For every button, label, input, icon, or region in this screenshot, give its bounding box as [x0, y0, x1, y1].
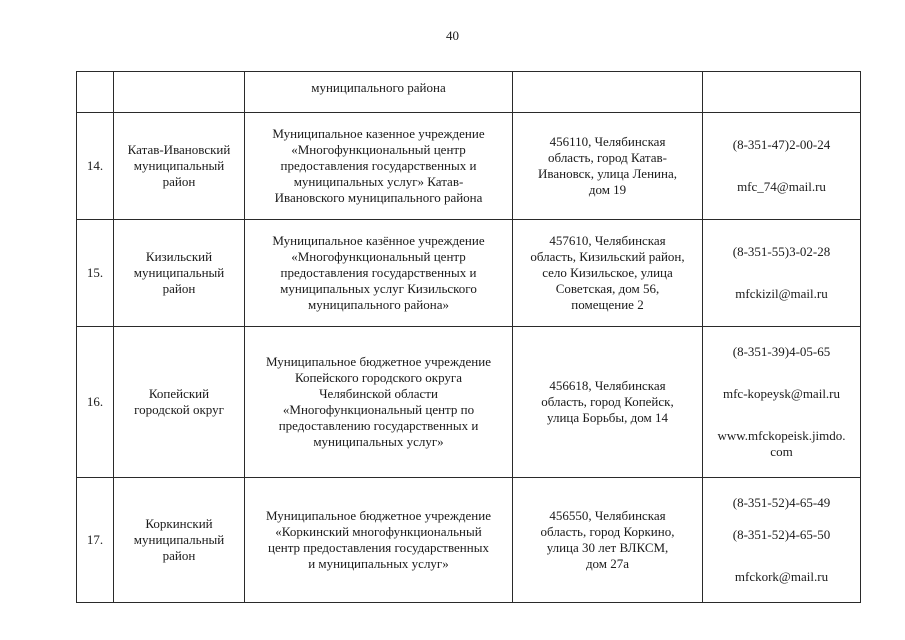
- contact-phone: (8-351-47)2-00-24: [732, 137, 831, 152]
- row-number-cell: 16.: [77, 327, 114, 478]
- district-cell: Катав-Ивановский муниципальный район: [114, 113, 245, 220]
- address-cell: 457610, Челябинская область, Кизильский район, село Кизильское, улица Советская, дом 56, помещение 2: [513, 220, 703, 327]
- contact-website-link[interactable]: www.mfckopeisk.jimdo. com: [717, 428, 846, 459]
- institution-cell: Муниципальное казенное учреждение «Многофункциональный центр предоставления государственных и муниципальных услуг» Катав- Ивановского муниципального района: [245, 113, 513, 220]
- table-row: [77, 327, 861, 478]
- table-row: [77, 113, 861, 220]
- institution-cell: Муниципальное бюджетное учреждение Копейского городского округа Челябинской области «Многофункциональный центр по предоставлению государственных и муниципальных услуг»: [245, 327, 513, 478]
- row-number-cell: 17.: [77, 478, 114, 603]
- address-cell: 456550, Челябинская область, город Коркино, улица 30 лет ВЛКСМ, дом 27а: [513, 478, 703, 603]
- contacts-cell: [703, 327, 861, 478]
- contact-phone: (8-351-39)4-05-65: [732, 344, 831, 359]
- contact-phone: (8-351-52)4-65-50: [732, 527, 831, 542]
- contact-email-link[interactable]: mfckizil@mail.ru: [735, 286, 828, 301]
- table-row: [77, 478, 861, 603]
- contact-email-link[interactable]: mfc-kopeysk@mail.ru: [722, 386, 841, 401]
- institution-cell: Муниципальное бюджетное учреждение «Коркинский многофункциональный центр предоставления государственных и муниципальных услуг»: [245, 478, 513, 603]
- institution-cell: Муниципальное казённое учреждение «Многофункциональный центр предоставления государственных и муниципальных услуг Кизильского муниципального района»: [245, 220, 513, 327]
- table-row: [77, 220, 861, 327]
- row-number-cell: 14.: [77, 113, 114, 220]
- address-cell: [513, 72, 703, 113]
- district-cell: Коркинский муниципальный район: [114, 478, 245, 603]
- contact-email-link[interactable]: mfckork@mail.ru: [734, 569, 829, 584]
- institution-cell: муниципального района: [245, 72, 513, 113]
- contacts-cell: [703, 478, 861, 603]
- mfc-registry-table: [76, 71, 861, 603]
- contacts-cell: [703, 220, 861, 327]
- contact-phone: (8-351-55)3-02-28: [732, 244, 831, 259]
- page-number: 40: [446, 28, 459, 43]
- contacts-cell: [703, 113, 861, 220]
- contacts-cell: [703, 72, 861, 113]
- row-number-cell: 15.: [77, 220, 114, 327]
- address-cell: 456110, Челябинская область, город Катав- Ивановск, улица Ленина, дом 19: [513, 113, 703, 220]
- table-row-continuation: [77, 72, 861, 113]
- district-cell: Кизильский муниципальный район: [114, 220, 245, 327]
- district-cell: Копейский городской округ: [114, 327, 245, 478]
- contact-email-link[interactable]: mfc_74@mail.ru: [737, 179, 826, 194]
- row-number-cell: [77, 72, 114, 113]
- contact-phone: (8-351-52)4-65-49: [732, 495, 831, 510]
- address-cell: 456618, Челябинская область, город Копейск, улица Борьбы, дом 14: [513, 327, 703, 478]
- district-cell: [114, 72, 245, 113]
